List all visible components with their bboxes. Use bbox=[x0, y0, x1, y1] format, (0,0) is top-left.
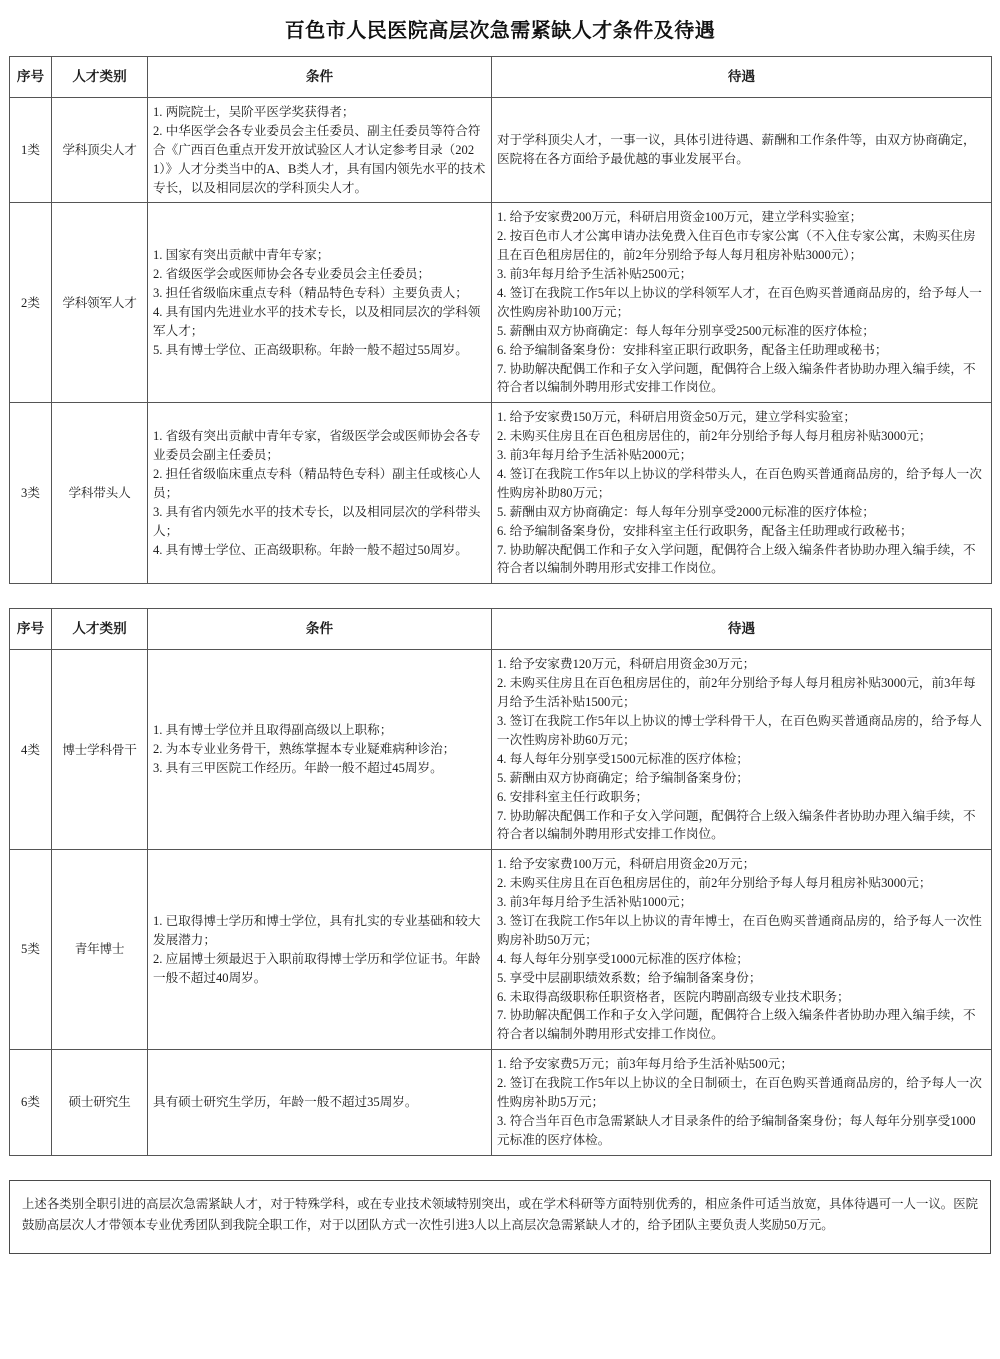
cell-conditions bbox=[148, 850, 492, 1050]
table-row bbox=[10, 98, 992, 203]
list-item: 1. 国家有突出贡献中青年专家； bbox=[153, 248, 330, 263]
page-bottom-spacer bbox=[0, 1254, 1000, 1272]
column-header-no: 序号 bbox=[10, 609, 52, 650]
table-row bbox=[10, 850, 992, 1050]
cell-serial-number: 3类 bbox=[10, 403, 52, 584]
cell-talent-category: 学科顶尖人才 bbox=[52, 98, 148, 203]
cell-conditions-list bbox=[153, 103, 486, 197]
list-item: 2. 未购买住房且在百色租房居住的，前2年分别给予每人每月租房补贴3000元； bbox=[497, 876, 932, 891]
cell-serial-number: 6类 bbox=[10, 1050, 52, 1155]
cell-conditions bbox=[148, 203, 492, 403]
list-item: 2. 省级医学会或医师协会各专业委员会主任委员； bbox=[153, 267, 431, 282]
table-header-row bbox=[10, 609, 992, 650]
list-item: 2. 担任省级临床重点专科（精品特色专科）副主任或核心人员； bbox=[153, 467, 481, 500]
list-item: 4. 具有博士学位、正高级职称。年龄一般不超过50周岁。 bbox=[153, 542, 468, 557]
column-header-no: 序号 bbox=[10, 57, 52, 98]
cell-serial-number: 2类 bbox=[10, 203, 52, 403]
list-item: 2. 中华医学会各专业委员会主任委员、副主任委员等符合符合《广西百色重点开发开放试验区人才认定参考目录（2021）》人才分类当中的A、B类人才，具有国内领先水平的技术专长，以及相同层次的学科顶尖人才。 bbox=[153, 123, 486, 195]
table-one-wrapper bbox=[0, 56, 1000, 584]
footer-note-text: 上述各类别全职引进的高层次急需紧缺人才，对于特殊学科，或在专业技术领域特别突出，或在学术科研等方面特别优秀的，相应条件可适当放宽，具体待遇可一人一议。医院鼓励高层次人才带领本专业优秀团队到我院全职工作，对于以团队方式一次性引进3人以上高层次急需紧缺人才的，给予团队主要负责人奖励50万元。 bbox=[22, 1196, 978, 1233]
list-item: 3. 签订在我院工作5年以上协议的博士学科骨干人，在百色购买普通商品房的，给予每人一次性购房补助60万元； bbox=[497, 714, 982, 747]
cell-treatment-text: 对于学科顶尖人才，一事一议，具体引进待遇、薪酬和工作条件等，由双方协商确定，医院将在各方面给予最优越的事业发展平台。 bbox=[497, 133, 976, 167]
list-item: 7. 协助解决配偶工作和子女入学问题，配偶符合上级入编条件者协助办理入编手续，不符合者以编制外聘用形式安排工作岗位。 bbox=[497, 808, 976, 842]
cell-treatment bbox=[492, 650, 992, 850]
column-header-conditions: 条件 bbox=[148, 57, 492, 98]
cell-conditions-list bbox=[153, 246, 486, 359]
cell-treatment-list bbox=[497, 855, 986, 1044]
list-item: 3. 符合当年百色市急需紧缺人才目录条件的给予编制备案身份；每人每年分别享受1000元标准的医疗体检。 bbox=[497, 1113, 976, 1147]
list-item: 3. 前3年每月给予生活补贴2000元； bbox=[497, 448, 693, 463]
cell-talent-category: 青年博士 bbox=[52, 850, 148, 1050]
cell-conditions bbox=[148, 98, 492, 203]
cell-treatment bbox=[492, 850, 992, 1050]
cell-conditions bbox=[148, 403, 492, 584]
list-item: 7. 协助解决配偶工作和子女入学问题，配偶符合上级入编条件者协助办理入编手续，不符合者以编制外聘用形式安排工作岗位。 bbox=[497, 1008, 976, 1042]
list-item: 3. 签订在我院工作5年以上协议的青年博士，在百色购买普通商品房的，给予每人一次性购房补助50万元； bbox=[497, 913, 982, 947]
list-item: 3. 担任省级临床重点专科（精品特色专科）主要负责人； bbox=[153, 286, 468, 301]
list-item: 3. 具有省内领先水平的技术专长，以及相同层次的学科带头人； bbox=[153, 504, 481, 538]
cell-conditions bbox=[148, 1050, 492, 1155]
cell-talent-category: 硕士研究生 bbox=[52, 1050, 148, 1155]
list-item: 4. 每人每年分别享受1500元标准的医疗体检； bbox=[497, 751, 749, 766]
list-item: 7. 协助解决配偶工作和子女入学问题，配偶符合上级入编条件者协助办理入编手续，不符合者以编制外聘用形式安排工作岗位。 bbox=[497, 361, 976, 395]
list-item: 1. 已取得博士学历和博士学位，具有扎实的专业基础和较大发展潜力； bbox=[153, 913, 481, 947]
list-item: 2. 未购买住房且在百色租房居住的，前2年分别给予每人每月租房补贴3000元； bbox=[497, 429, 932, 444]
list-item: 2. 为本专业业务骨干，熟练掌握本专业疑难病种诊治； bbox=[153, 742, 456, 757]
list-item: 1. 省级有突出贡献中青年专家，省级医学会或医师协会各专业委员会副主任委员； bbox=[153, 429, 481, 463]
note-separator bbox=[0, 1156, 1000, 1180]
list-item: 5. 具有博士学位、正高级职称。年龄一般不超过55周岁。 bbox=[153, 342, 468, 357]
cell-conditions bbox=[148, 650, 492, 850]
cell-treatment-list bbox=[497, 208, 986, 397]
list-item: 6. 未取得高级职称任职资格者，医院内聘副高级专业技术职务； bbox=[497, 989, 850, 1004]
list-item: 1. 给予安家费100万元，科研启用资金20万元； bbox=[497, 857, 756, 872]
list-item: 4. 签订在我院工作5年以上协议的学科带头人，在百色购买普通商品房的，给予每人一次性购房补助80万元； bbox=[497, 467, 982, 500]
cell-treatment bbox=[492, 98, 992, 203]
column-header-treatment: 待遇 bbox=[492, 609, 992, 650]
cell-treatment-list bbox=[497, 1055, 986, 1149]
cell-treatment bbox=[492, 203, 992, 403]
cell-conditions-text: 具有硕士研究生学历，年龄一般不超过35周岁。 bbox=[153, 1094, 418, 1109]
list-item: 2. 应届博士须最迟于入职前取得博士学历和学位证书。年龄一般不超过40周岁。 bbox=[153, 951, 481, 985]
list-item: 4. 具有国内先进业水平的技术专长，以及相同层次的学科领军人才； bbox=[153, 304, 481, 338]
table-row bbox=[10, 203, 992, 403]
list-item: 3. 具有三甲医院工作经历。年龄一般不超过45周岁。 bbox=[153, 761, 443, 776]
cell-treatment-list bbox=[497, 408, 986, 578]
list-item: 6. 安排科室主任行政职务； bbox=[497, 789, 649, 804]
talent-table-one bbox=[9, 56, 992, 584]
list-item: 6. 给予编制备案身份：安排科室正职行政职务，配备主任助理或秘书； bbox=[497, 342, 888, 357]
table-row bbox=[10, 1050, 992, 1155]
column-header-treatment: 待遇 bbox=[492, 57, 992, 98]
cell-talent-category: 博士学科骨干 bbox=[52, 650, 148, 850]
column-header-category: 人才类别 bbox=[52, 609, 148, 650]
list-item: 1. 具有博士学位并且取得副高级以上职称； bbox=[153, 723, 393, 738]
list-item: 1. 给予安家费120万元，科研启用资金30万元； bbox=[497, 657, 756, 672]
list-item: 2. 签订在我院工作5年以上协议的全日制硕士，在百色购买普通商品房的，给予每人一次性购房补助5万元； bbox=[497, 1076, 982, 1109]
list-item: 3. 前3年每月给予生活补贴1000元； bbox=[497, 895, 693, 910]
list-item: 6. 给予编制备案身份，安排科室主任行政职务，配备主任助理或行政秘书； bbox=[497, 523, 913, 538]
column-header-category: 人才类别 bbox=[52, 57, 148, 98]
cell-serial-number: 1类 bbox=[10, 98, 52, 203]
table-separator bbox=[0, 584, 1000, 608]
cell-conditions-list bbox=[153, 721, 486, 778]
cell-talent-category: 学科领军人才 bbox=[52, 203, 148, 403]
talent-table-two bbox=[9, 608, 992, 1155]
list-item: 5. 享受中层副职绩效系数；给予编制备案身份； bbox=[497, 970, 762, 985]
cell-serial-number: 5类 bbox=[10, 850, 52, 1050]
table-row bbox=[10, 403, 992, 584]
table-header-row bbox=[10, 57, 992, 98]
list-item: 5. 薪酬由双方协商确定：每人每年分别享受2500元标准的医疗体检； bbox=[497, 323, 875, 338]
column-header-conditions: 条件 bbox=[148, 609, 492, 650]
table-two-wrapper bbox=[0, 608, 1000, 1155]
cell-conditions-list bbox=[153, 427, 486, 559]
table-one-body bbox=[10, 98, 992, 584]
list-item: 5. 薪酬由双方协商确定：每人每年分别享受2000元标准的医疗体检； bbox=[497, 504, 875, 519]
cell-treatment bbox=[492, 403, 992, 584]
cell-talent-category: 学科带头人 bbox=[52, 403, 148, 584]
list-item: 1. 给予安家费5万元；前3年每月给予生活补贴500元； bbox=[497, 1057, 793, 1072]
list-item: 2. 按百色市人才公寓申请办法免费入住百色市专家公寓（不入住专家公寓，未购买住房且在百色租房居住的，前2年分别给予每人每月租房补贴3000元）； bbox=[497, 229, 976, 263]
page-title: 百色市人民医院高层次急需紧缺人才条件及待遇 bbox=[284, 20, 716, 42]
list-item: 1. 两院院士，吴阶平医学奖获得者； bbox=[153, 105, 355, 119]
list-item: 3. 前3年每月给予生活补贴2500元； bbox=[497, 267, 693, 282]
cell-treatment-list bbox=[497, 655, 986, 844]
footer-note-box bbox=[9, 1180, 991, 1254]
list-item: 7. 协助解决配偶工作和子女入学问题，配偶符合上级入编条件者协助办理入编手续，不符合者以编制外聘用形式安排工作岗位。 bbox=[497, 542, 976, 576]
cell-serial-number: 4类 bbox=[10, 650, 52, 850]
list-item: 2. 未购买住房且在百色租房居住的，前2年分别给予每人每月租房补贴3000元，前3年每月给予生活补贴1500元； bbox=[497, 676, 976, 710]
cell-treatment bbox=[492, 1050, 992, 1155]
list-item: 1. 给予安家费200万元，科研启用资金100万元，建立学科实验室； bbox=[497, 210, 863, 225]
list-item: 5. 薪酬由双方协商确定；给予编制备案身份； bbox=[497, 770, 749, 785]
cell-conditions-list bbox=[153, 912, 486, 988]
list-item: 4. 每人每年分别享受1000元标准的医疗体检； bbox=[497, 951, 749, 966]
table-row bbox=[10, 650, 992, 850]
list-item: 1. 给予安家费150万元，科研启用资金50万元，建立学科实验室； bbox=[497, 410, 856, 425]
list-item: 4. 签订在我院工作5年以上协议的学科领军人才，在百色购买普通商品房的，给予每人一次性购房补助100万元； bbox=[497, 286, 982, 319]
table-two-body bbox=[10, 650, 992, 1155]
